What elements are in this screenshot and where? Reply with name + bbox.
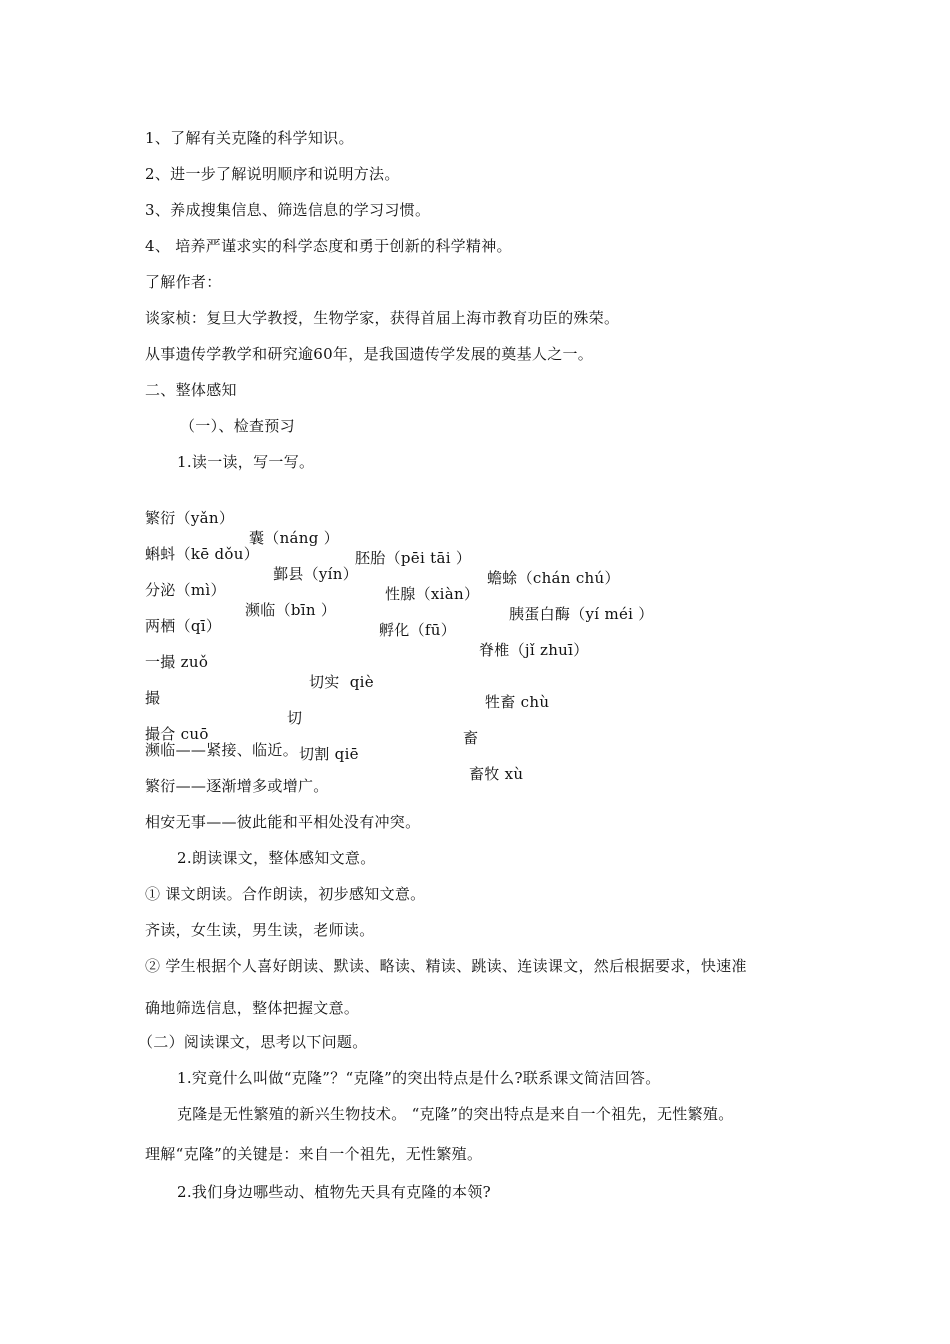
question: 1.究竟什么叫做“克隆”？“克隆”的突出特点是什么?联系课文简洁回答。 [177,1069,661,1087]
definition: 相安无事——彼此能和平相处没有冲突。 [145,813,421,831]
polyphone-char: 畜 [463,729,479,747]
pinyin-item: 囊（náng ） [249,529,340,547]
pinyin-item: 蝌蚪（kē dǒu） [145,545,260,563]
pinyin-item: 濒临（bīn ） [245,601,337,619]
reading-step-detail: 齐读，女生读，男生读，老师读。 [145,921,375,939]
objective-1: 1、了解有关克隆的科学知识。 [145,129,354,147]
subsection-heading: （一）、检查预习 [180,417,295,435]
author-career: 从事遗传学教学和研究逾60年，是我国遗传学发展的奠基人之一。 [145,345,594,363]
polyphone-cell: 切实 qiè [309,673,374,691]
author-heading: 了解作者： [145,273,222,291]
objective-4: 4、 培养严谨求实的科学态度和勇于创新的科学精神。 [145,237,512,255]
pinyin-item: 胰蛋白酶（yí méi ） [509,605,654,623]
pinyin-item: 性腺（xiàn） [385,585,480,603]
subsection-heading: （二）阅读课文，思考以下问题。 [138,1033,368,1051]
reading-step: ① 课文朗读。合作朗读，初步感知文意。 [145,885,426,903]
polyphone-cell: 撮合 cuō [145,725,209,743]
pinyin-item: 脊椎（jǐ zhuī） [479,641,589,659]
pinyin-item: 两栖（qī） [145,617,222,635]
task-heading: 2.朗读课文，整体感知文意。 [177,849,376,867]
objective-3: 3、养成搜集信息、筛选信息的学习习惯。 [145,201,431,219]
task-heading: 1.读一读，写一写。 [177,453,315,471]
pinyin-item: 鄞县（yín） [273,565,359,583]
reading-step-continued: 确地筛选信息，整体把握文意。 [145,999,360,1017]
definition: 繁衍——逐渐增多或增广。 [145,777,329,795]
definition: 濒临——紧接、临近。 [145,741,299,759]
polyphone-char: 撮 [145,689,161,707]
answer-continued: 理解“克隆”的关键是：来自一个祖先，无性繁殖。 [145,1145,483,1163]
objective-2: 2、进一步了解说明顺序和说明方法。 [145,165,400,183]
polyphone-cell: 切割 qiē [299,745,359,763]
polyphone-cell: 畜牧 xù [469,765,524,783]
answer: 克隆是无性繁殖的新兴生物技术。 “克隆”的突出特点是来自一个祖先，无性繁殖。 [177,1105,734,1123]
question: 2.我们身边哪些动、植物先天具有克隆的本领? [177,1183,491,1201]
pinyin-item: 繁衍（yǎn） [145,509,235,527]
pinyin-item: 蟾蜍（chán chú） [487,569,620,587]
author-bio: 谈家桢：复旦大学教授，生物学家，获得首届上海市教育功臣的殊荣。 [145,309,620,327]
pinyin-item: 胚胎（pēi tāi ） [355,549,472,567]
polyphone-cell: 一撮 zuǒ [145,653,209,671]
polyphone-char: 切 [287,709,303,727]
pinyin-item: 孵化（fū） [379,621,457,639]
reading-step: ② 学生根据个人喜好朗读、默读、略读、精读、跳读、连读课文，然后根据要求，快速准 [145,957,747,975]
section-heading: 二、整体感知 [145,381,237,399]
pinyin-item: 分泌（mì） [145,581,226,599]
polyphone-cell: 牲畜 chù [485,693,550,711]
